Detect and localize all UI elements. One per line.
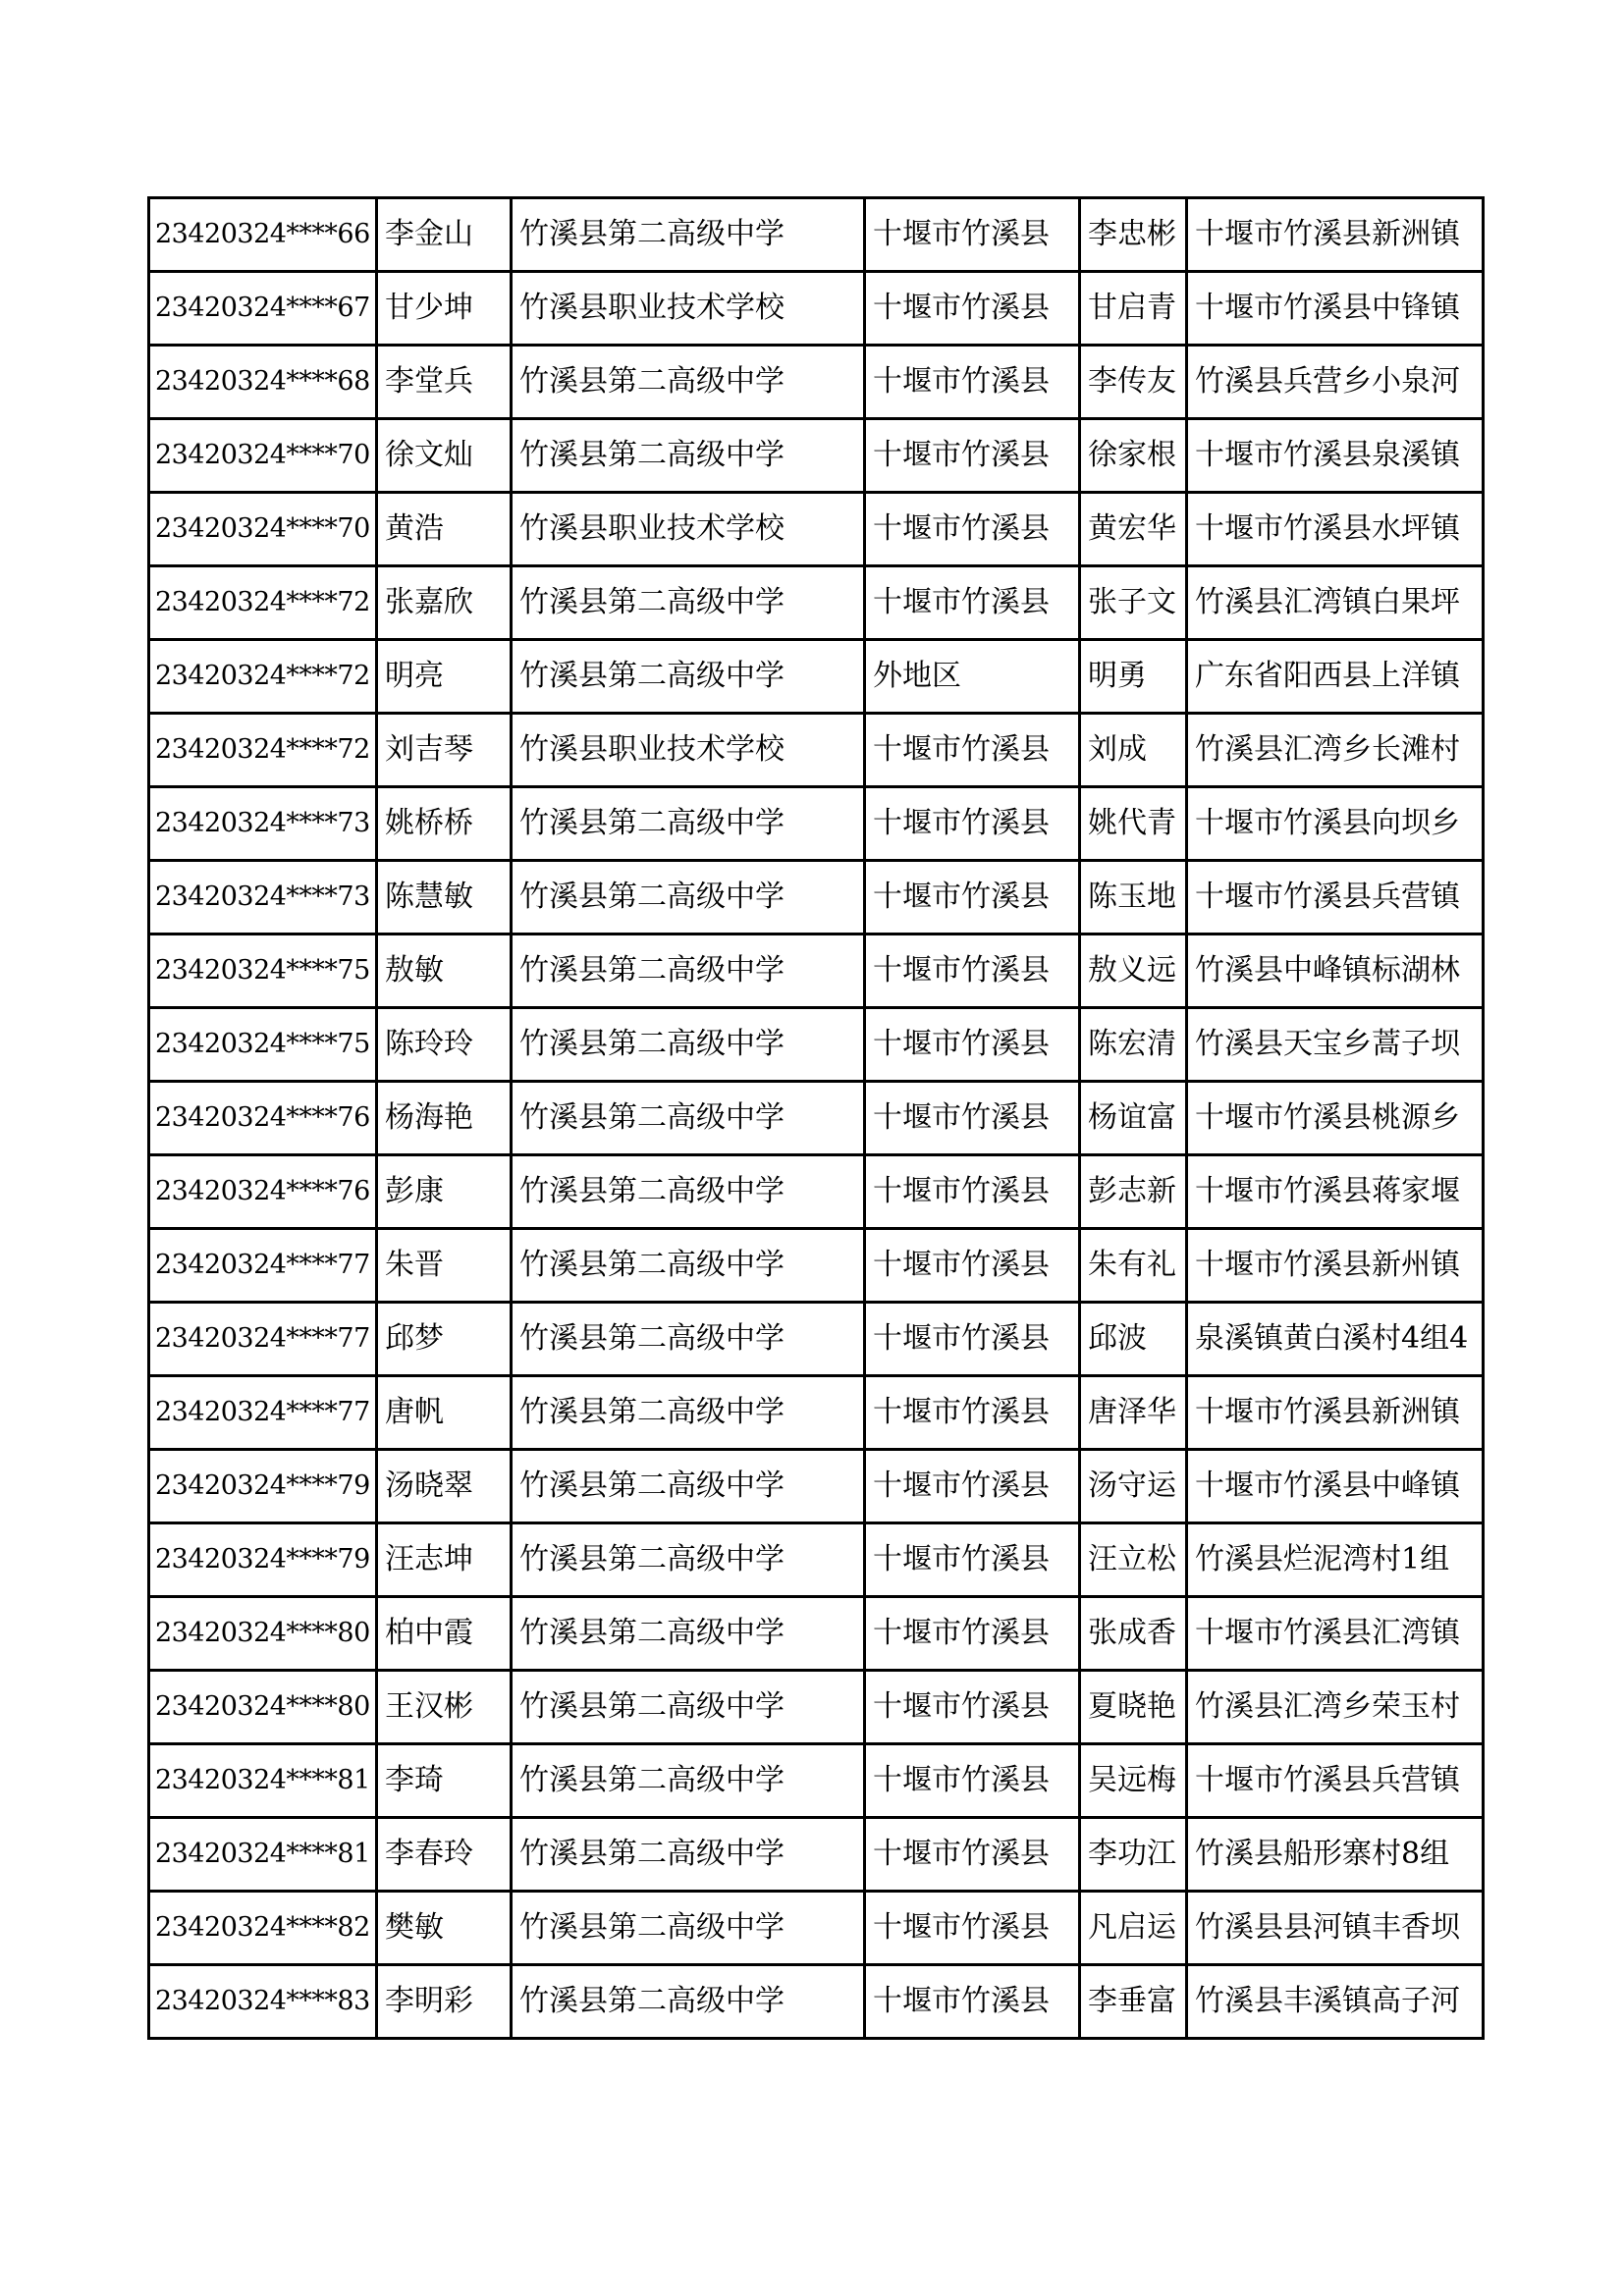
table-row [149,346,1484,419]
address-cell: 竹溪县县河镇丰香坝 [1187,1892,1484,1965]
id-cell: 23420324****77 [149,1229,377,1303]
address-cell: 十堰市竹溪县兵营镇 [1187,1744,1484,1818]
id-cell: 23420324****72 [149,714,377,787]
student-name-cell: 彭康 [377,1155,512,1229]
student-name-cell: 张嘉欣 [377,566,512,640]
table-row [149,861,1484,934]
address-cell: 十堰市竹溪县中峰镇 [1187,1450,1484,1523]
table-row [149,419,1484,493]
guardian-name-cell: 张子文 [1080,566,1187,640]
address-cell: 竹溪县天宝乡蒿子坝 [1187,1008,1484,1082]
school-cell: 竹溪县第二高级中学 [512,861,865,934]
student-name-cell: 李堂兵 [377,346,512,419]
table-row [149,640,1484,714]
school-cell: 竹溪县第二高级中学 [512,1965,865,2039]
guardian-name-cell: 敖义远 [1080,934,1187,1008]
student-name-cell: 甘少坤 [377,272,512,346]
school-cell: 竹溪县第二高级中学 [512,566,865,640]
student-name-cell: 邱梦 [377,1303,512,1376]
student-name-cell: 柏中霞 [377,1597,512,1671]
region-cell: 十堰市竹溪县 [865,1450,1080,1523]
region-cell: 十堰市竹溪县 [865,1744,1080,1818]
id-cell: 23420324****73 [149,787,377,861]
id-cell: 23420324****81 [149,1744,377,1818]
region-cell: 十堰市竹溪县 [865,1671,1080,1744]
address-cell: 十堰市竹溪县泉溪镇 [1187,419,1484,493]
id-cell: 23420324****75 [149,934,377,1008]
address-cell: 十堰市竹溪县汇湾镇 [1187,1597,1484,1671]
id-cell: 23420324****75 [149,1008,377,1082]
student-name-cell: 杨海艳 [377,1082,512,1155]
region-cell: 十堰市竹溪县 [865,1155,1080,1229]
region-cell: 十堰市竹溪县 [865,1965,1080,2039]
school-cell: 竹溪县职业技术学校 [512,714,865,787]
school-cell: 竹溪县第二高级中学 [512,1082,865,1155]
region-cell: 十堰市竹溪县 [865,346,1080,419]
table-row [149,198,1484,272]
table-row [149,1671,1484,1744]
student-name-cell: 樊敏 [377,1892,512,1965]
guardian-name-cell: 张成香 [1080,1597,1187,1671]
address-cell: 十堰市竹溪县兵营镇 [1187,861,1484,934]
school-cell: 竹溪县第二高级中学 [512,934,865,1008]
student-name-cell: 王汉彬 [377,1671,512,1744]
student-name-cell: 李春玲 [377,1818,512,1892]
student-name-cell: 李明彩 [377,1965,512,2039]
id-cell: 23420324****81 [149,1818,377,1892]
table-row [149,1008,1484,1082]
student-name-cell: 陈玲玲 [377,1008,512,1082]
student-name-cell: 李金山 [377,198,512,272]
table-row [149,1155,1484,1229]
id-cell: 23420324****72 [149,566,377,640]
guardian-name-cell: 杨谊富 [1080,1082,1187,1155]
id-cell: 23420324****72 [149,640,377,714]
address-cell: 十堰市竹溪县新洲镇 [1187,198,1484,272]
region-cell: 十堰市竹溪县 [865,934,1080,1008]
id-cell: 23420324****80 [149,1671,377,1744]
region-cell: 十堰市竹溪县 [865,861,1080,934]
address-cell: 竹溪县船形寨村8组 [1187,1818,1484,1892]
id-cell: 23420324****80 [149,1597,377,1671]
guardian-name-cell: 刘成 [1080,714,1187,787]
guardian-name-cell: 汤守运 [1080,1450,1187,1523]
region-cell: 十堰市竹溪县 [865,272,1080,346]
table-row [149,1082,1484,1155]
region-cell: 外地区 [865,640,1080,714]
school-cell: 竹溪县第二高级中学 [512,419,865,493]
id-cell: 23420324****77 [149,1376,377,1450]
student-name-cell: 徐文灿 [377,419,512,493]
region-cell: 十堰市竹溪县 [865,1008,1080,1082]
school-cell: 竹溪县职业技术学校 [512,493,865,566]
guardian-name-cell: 吴远梅 [1080,1744,1187,1818]
student-name-cell: 黄浩 [377,493,512,566]
id-cell: 23420324****70 [149,493,377,566]
address-cell: 十堰市竹溪县中锋镇 [1187,272,1484,346]
region-cell: 十堰市竹溪县 [865,419,1080,493]
student-name-cell: 唐帆 [377,1376,512,1450]
address-cell: 竹溪县汇湾乡荣玉村 [1187,1671,1484,1744]
table-row [149,934,1484,1008]
region-cell: 十堰市竹溪县 [865,1818,1080,1892]
id-cell: 23420324****73 [149,861,377,934]
school-cell: 竹溪县第二高级中学 [512,787,865,861]
guardian-name-cell: 邱波 [1080,1303,1187,1376]
guardian-name-cell: 唐泽华 [1080,1376,1187,1450]
table-row [149,714,1484,787]
school-cell: 竹溪县第二高级中学 [512,198,865,272]
school-cell: 竹溪县第二高级中学 [512,346,865,419]
id-cell: 23420324****70 [149,419,377,493]
table-row [149,493,1484,566]
table-row [149,1818,1484,1892]
address-cell: 十堰市竹溪县水坪镇 [1187,493,1484,566]
address-cell: 竹溪县汇湾乡长滩村 [1187,714,1484,787]
student-name-cell: 陈慧敏 [377,861,512,934]
guardian-name-cell: 汪立松 [1080,1523,1187,1597]
student-name-cell: 汪志坤 [377,1523,512,1597]
region-cell: 十堰市竹溪县 [865,493,1080,566]
student-name-cell: 李琦 [377,1744,512,1818]
id-cell: 23420324****76 [149,1082,377,1155]
school-cell: 竹溪县第二高级中学 [512,1597,865,1671]
guardian-name-cell: 徐家根 [1080,419,1187,493]
address-cell: 竹溪县中峰镇标湖林 [1187,934,1484,1008]
school-cell: 竹溪县职业技术学校 [512,272,865,346]
student-name-cell: 刘吉琴 [377,714,512,787]
table-row [149,272,1484,346]
id-cell: 23420324****66 [149,198,377,272]
guardian-name-cell: 李忠彬 [1080,198,1187,272]
school-cell: 竹溪县第二高级中学 [512,1892,865,1965]
table-row [149,1892,1484,1965]
guardian-name-cell: 姚代青 [1080,787,1187,861]
school-cell: 竹溪县第二高级中学 [512,1523,865,1597]
region-cell: 十堰市竹溪县 [865,714,1080,787]
student-name-cell: 姚桥桥 [377,787,512,861]
region-cell: 十堰市竹溪县 [865,1303,1080,1376]
region-cell: 十堰市竹溪县 [865,198,1080,272]
school-cell: 竹溪县第二高级中学 [512,640,865,714]
table-row [149,1229,1484,1303]
address-cell: 竹溪县兵营乡小泉河 [1187,346,1484,419]
guardian-name-cell: 李传友 [1080,346,1187,419]
guardian-name-cell: 夏晓艳 [1080,1671,1187,1744]
table-row [149,1450,1484,1523]
table-row [149,1744,1484,1818]
address-cell: 竹溪县丰溪镇高子河 [1187,1965,1484,2039]
id-cell: 23420324****82 [149,1892,377,1965]
student-name-cell: 敖敏 [377,934,512,1008]
table-row [149,1303,1484,1376]
guardian-name-cell: 黄宏华 [1080,493,1187,566]
address-cell: 十堰市竹溪县新洲镇 [1187,1376,1484,1450]
table-row [149,1965,1484,2039]
address-cell: 广东省阳西县上洋镇 [1187,640,1484,714]
guardian-name-cell: 明勇 [1080,640,1187,714]
table-row [149,1376,1484,1450]
student-name-cell: 明亮 [377,640,512,714]
region-cell: 十堰市竹溪县 [865,1597,1080,1671]
roster-body [149,198,1484,2039]
table-row [149,1597,1484,1671]
guardian-name-cell: 陈玉地 [1080,861,1187,934]
guardian-name-cell: 凡启运 [1080,1892,1187,1965]
school-cell: 竹溪县第二高级中学 [512,1744,865,1818]
student-name-cell: 朱晋 [377,1229,512,1303]
school-cell: 竹溪县第二高级中学 [512,1376,865,1450]
region-cell: 十堰市竹溪县 [865,1082,1080,1155]
guardian-name-cell: 甘启青 [1080,272,1187,346]
guardian-name-cell: 彭志新 [1080,1155,1187,1229]
id-cell: 23420324****68 [149,346,377,419]
id-cell: 23420324****77 [149,1303,377,1376]
id-cell: 23420324****83 [149,1965,377,2039]
guardian-name-cell: 李功江 [1080,1818,1187,1892]
address-cell: 十堰市竹溪县向坝乡 [1187,787,1484,861]
table-row [149,566,1484,640]
school-cell: 竹溪县第二高级中学 [512,1008,865,1082]
school-cell: 竹溪县第二高级中学 [512,1229,865,1303]
region-cell: 十堰市竹溪县 [865,1229,1080,1303]
guardian-name-cell: 陈宏清 [1080,1008,1187,1082]
student-name-cell: 汤晓翠 [377,1450,512,1523]
address-cell: 泉溪镇黄白溪村4组4 [1187,1303,1484,1376]
region-cell: 十堰市竹溪县 [865,1376,1080,1450]
address-cell: 十堰市竹溪县新州镇 [1187,1229,1484,1303]
table-row [149,787,1484,861]
student-roster-table [147,196,1485,2040]
address-cell: 十堰市竹溪县桃源乡 [1187,1082,1484,1155]
address-cell: 竹溪县烂泥湾村1组 [1187,1523,1484,1597]
table-row [149,1523,1484,1597]
id-cell: 23420324****79 [149,1450,377,1523]
school-cell: 竹溪县第二高级中学 [512,1155,865,1229]
region-cell: 十堰市竹溪县 [865,1523,1080,1597]
address-cell: 竹溪县汇湾镇白果坪 [1187,566,1484,640]
address-cell: 十堰市竹溪县蒋家堰 [1187,1155,1484,1229]
guardian-name-cell: 朱有礼 [1080,1229,1187,1303]
school-cell: 竹溪县第二高级中学 [512,1450,865,1523]
id-cell: 23420324****67 [149,272,377,346]
region-cell: 十堰市竹溪县 [865,1892,1080,1965]
school-cell: 竹溪县第二高级中学 [512,1818,865,1892]
id-cell: 23420324****76 [149,1155,377,1229]
school-cell: 竹溪县第二高级中学 [512,1303,865,1376]
region-cell: 十堰市竹溪县 [865,566,1080,640]
school-cell: 竹溪县第二高级中学 [512,1671,865,1744]
guardian-name-cell: 李垂富 [1080,1965,1187,2039]
region-cell: 十堰市竹溪县 [865,787,1080,861]
id-cell: 23420324****79 [149,1523,377,1597]
